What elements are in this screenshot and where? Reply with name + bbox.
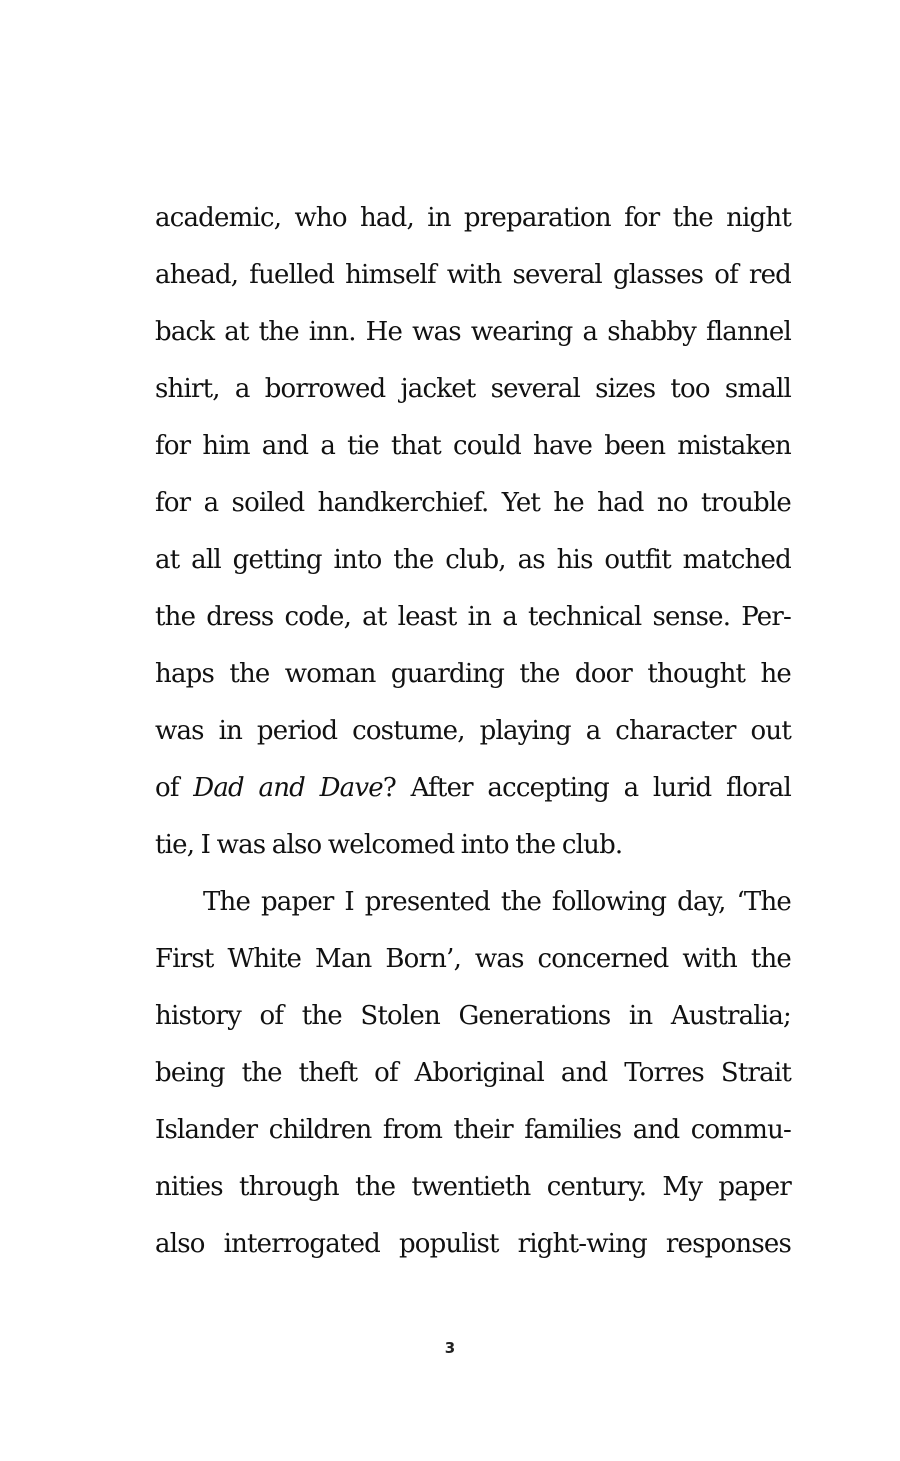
text-line: the dress code, at least in a technical sense. Per- (155, 602, 791, 632)
text-run: ? After accepting a lurid floral (382, 773, 792, 803)
text-line: history of the Stolen Generations in Australia; (155, 1001, 791, 1031)
text-line: shirt, a borrowed jacket several sizes too small (155, 374, 791, 404)
text-line: also interrogated populist right-wing responses (155, 1229, 791, 1259)
text-line: for him and a tie that could have been mistaken (155, 431, 791, 461)
paragraph-first-line: The paper I presented the following day, ‘The (203, 887, 791, 917)
text-line: ahead, fuelled himself with several glasses of red (155, 260, 791, 290)
page-number: 3 (444, 1339, 456, 1357)
text-line: was in period costume, playing a character out (155, 716, 791, 746)
text-line: being the theft of Aboriginal and Torres Strait (155, 1058, 791, 1088)
text-line (155, 766, 791, 823)
text-line: haps the woman guarding the door thought he (155, 659, 791, 689)
text-line: tie, I was also welcomed into the club. (155, 830, 623, 860)
text-line: at all getting into the club, as his outfit matched (155, 545, 791, 575)
italic-title: Dad and Dave (193, 773, 383, 803)
text-line: academic, who had, in preparation for the night (155, 203, 791, 233)
text-line: back at the inn. He was wearing a shabby flannel (155, 317, 791, 347)
text-run: of (155, 773, 194, 803)
text-line: Islander children from their families and commu- (155, 1115, 791, 1145)
text-line: for a soiled handkerchief. Yet he had no trouble (155, 488, 791, 518)
body-text (155, 196, 791, 1279)
text-line: nities through the twentieth century. My paper (155, 1172, 791, 1202)
text-line: First White Man Born’, was concerned with the (155, 944, 791, 974)
